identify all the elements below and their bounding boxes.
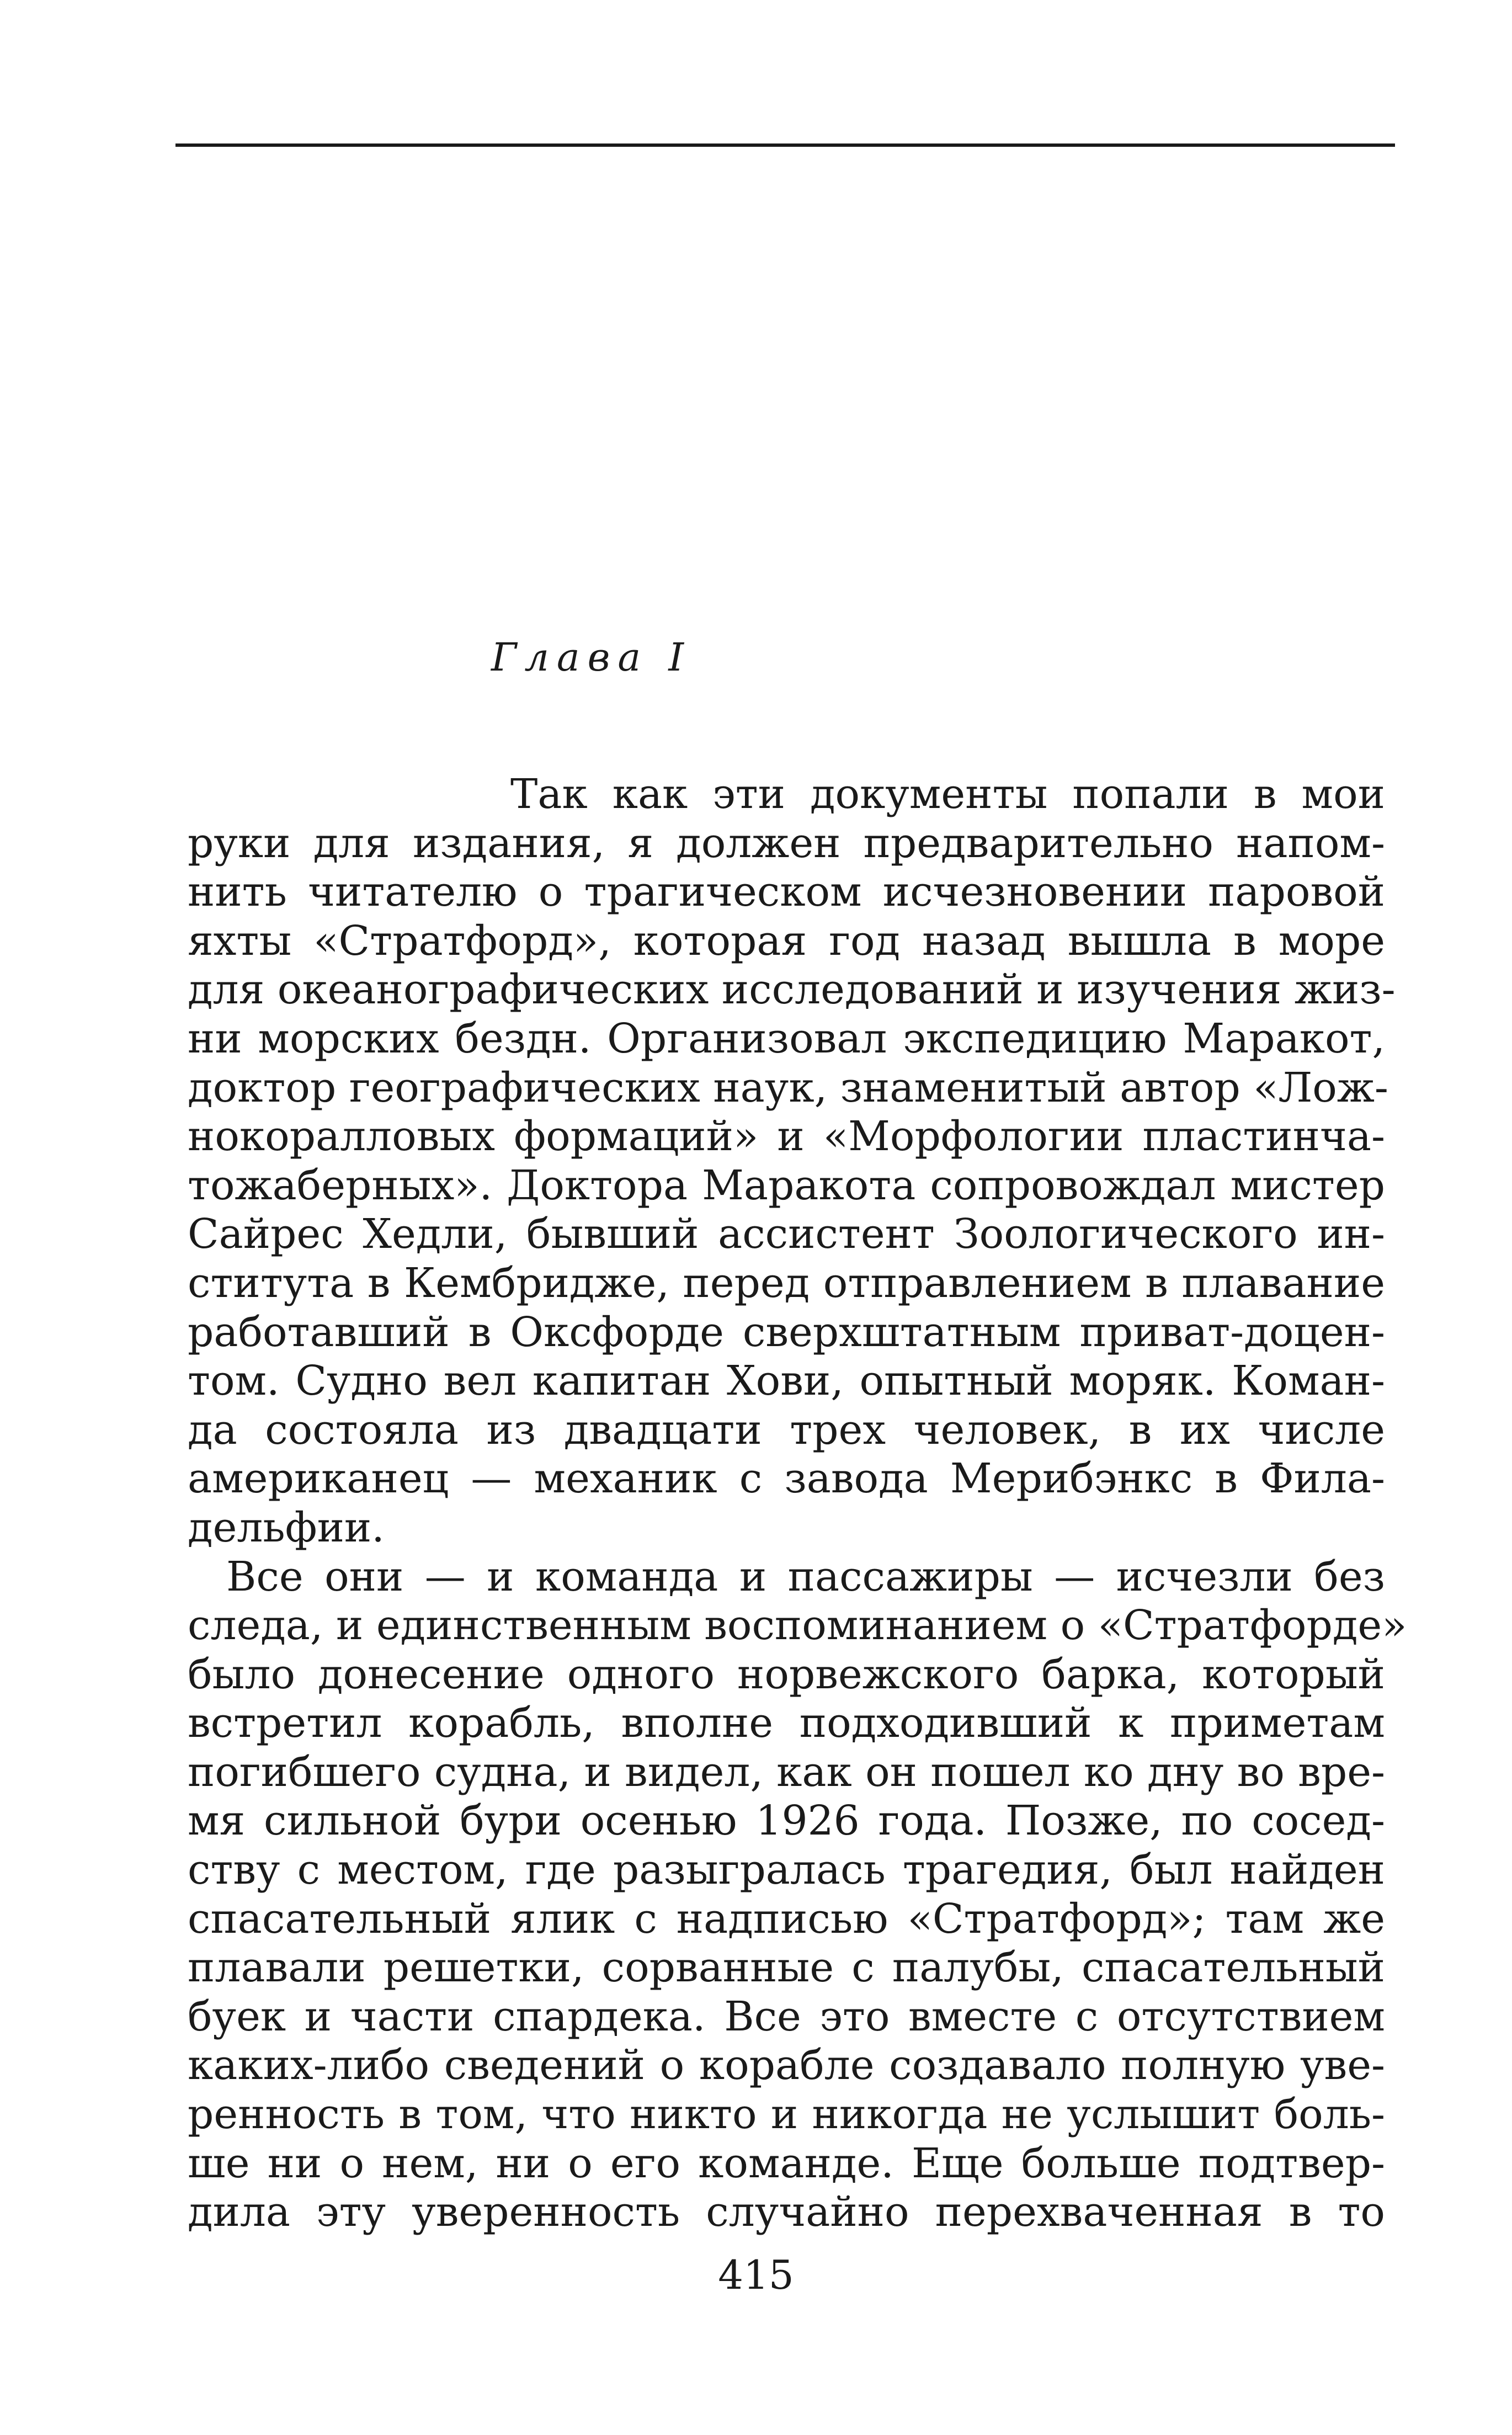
text-line: для океанографических исследований и изучения жиз- bbox=[188, 966, 1396, 1014]
text-line: ству с местом, где разыгралась трагедия, был найден bbox=[188, 1846, 1385, 1894]
body-text bbox=[188, 770, 1407, 2237]
text-line: погибшего судна, и видел, как он пошел ко дну во вре- bbox=[188, 1748, 1385, 1796]
page-number: 415 bbox=[718, 2252, 794, 2298]
text-line: том. Судно вел капитан Хови, опытный моряк. Коман- bbox=[188, 1357, 1385, 1405]
text-line: встретил корабль, вполне подходивший к приметам bbox=[188, 1699, 1385, 1747]
text-line: нокоралловых формаций» и «Морфологии пластинча- bbox=[188, 1113, 1385, 1161]
text-line: мя сильной бури осенью 1926 года. Позже, по сосед- bbox=[188, 1797, 1385, 1845]
text-line: Так как эти документы попали в мои bbox=[510, 770, 1385, 818]
text-line: доктор географических наук, знаменитый автор «Лож- bbox=[188, 1064, 1388, 1112]
text-line: дила эту уверенность случайно перехваченная в то bbox=[188, 2188, 1385, 2236]
chapter-heading: Глава I bbox=[491, 635, 692, 680]
text-line: нить читателю о трагическом исчезновении паровой bbox=[188, 868, 1385, 916]
text-line: плавали решетки, сорванные с палубы, спасательный bbox=[188, 1944, 1385, 1992]
text-line: да состояла из двадцати трех человек, в их числе bbox=[188, 1406, 1385, 1454]
text-line: ни морских бездн. Организовал экспедицию Маракот, bbox=[188, 1014, 1385, 1062]
text-line: руки для издания, я должен предварительно напом- bbox=[188, 819, 1385, 867]
text-line: американец — механик с завода Мерибэнкс в Фила- bbox=[188, 1455, 1385, 1503]
text-line: спасательный ялик с надписью «Стратфорд»; там же bbox=[188, 1895, 1385, 1943]
text-line: тожаберных». Доктора Маракота сопровождал мистер bbox=[188, 1161, 1385, 1209]
text-line: буек и части спардека. Все это вместе с отсутствием bbox=[188, 1992, 1385, 2040]
text-line: было донесение одного норвежского барка, который bbox=[188, 1650, 1385, 1698]
text-line: яхты «Стратфорд», которая год назад вышла в море bbox=[188, 917, 1385, 965]
text-line: следа, и единственным воспоминанием о «Стратфорде» bbox=[188, 1602, 1407, 1650]
top-rule bbox=[175, 143, 1395, 147]
text-line: дельфии. bbox=[188, 1503, 385, 1551]
paragraph-1 bbox=[188, 770, 1396, 1553]
paragraph-2 bbox=[188, 1553, 1407, 2237]
text-line: работавший в Оксфорде сверхштатным приват-доцен- bbox=[188, 1308, 1385, 1356]
text-line: Сайрес Хедли, бывший ассистент Зоологического ин- bbox=[188, 1210, 1385, 1258]
text-line: Все они — и команда и пассажиры — исчезли без bbox=[226, 1553, 1385, 1601]
text-line: ше ни о нем, ни о его команде. Еще больше подтвер- bbox=[188, 2139, 1385, 2187]
text-line: ренность в том, что никто и никогда не услышит боль- bbox=[188, 2091, 1385, 2139]
text-line: ститута в Кембридже, перед отправлением в плавание bbox=[188, 1259, 1385, 1307]
text-line: каких-либо сведений о корабле создавало полную уве- bbox=[188, 2041, 1385, 2090]
